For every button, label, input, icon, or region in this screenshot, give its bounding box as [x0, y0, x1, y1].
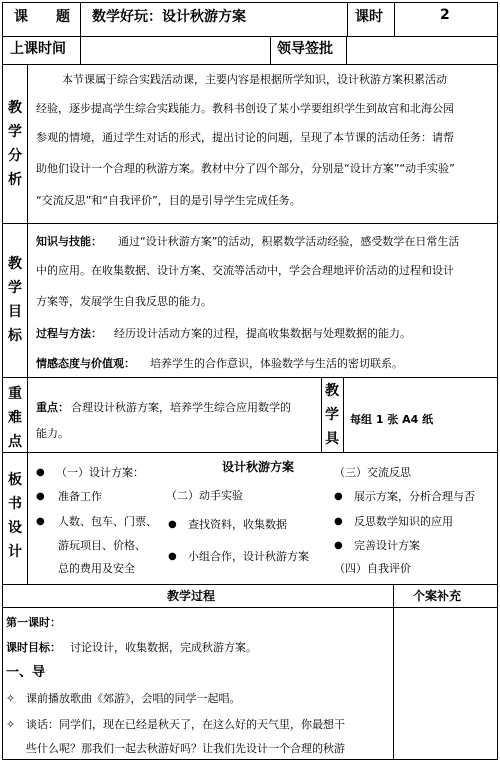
board-col2-item: 查找资料，收集数据	[188, 518, 287, 531]
hours-value: 2	[440, 7, 450, 23]
process-text: 经历设计活动方案的过程，提高收集数据与处理数据的能力。	[114, 327, 411, 340]
row-line	[2, 377, 498, 378]
sign-label: 领导签批	[277, 41, 333, 57]
knowledge-line: 中的应用。在收集数据、设计方案、交流等活动中，学会合理地评价活动的过程和设计	[36, 264, 454, 277]
bullet-icon: ●	[334, 491, 343, 502]
board-col3-item: 展示方案，分析合理与否	[354, 490, 475, 503]
bullet-icon: ●	[36, 467, 45, 478]
hours-label: 课时	[355, 9, 383, 25]
diamond-icon: ✧	[6, 718, 16, 731]
keypoints-line: 能力。	[36, 427, 69, 440]
board-col3-item: 反思数学知识的应用	[354, 515, 453, 528]
border-top	[2, 2, 498, 3]
col-line	[347, 2, 348, 36]
keypoints-title: 重点：	[36, 401, 69, 414]
col-line	[394, 2, 395, 36]
board-section-label: 板 书 设 计	[8, 472, 22, 560]
border-right	[497, 2, 498, 760]
board-col3-tail: （四）自我评价	[334, 562, 411, 575]
bullet-icon: ●	[168, 551, 177, 562]
col-line	[346, 36, 347, 64]
lesson-goal-text: 讨论设计，收集数据，完成秋游方案。	[70, 641, 257, 654]
tools-label: 教 学 具	[325, 383, 339, 447]
board-col1-item: 游玩项目、价格、	[58, 539, 146, 552]
analysis-line: 经验，逐步提高学生综合实践能力。教科书创设了某小学要组织学生到故宫和北海公园	[36, 102, 454, 115]
analysis-line: 本节课属于综合实践活动课，主要内容是根据所学知识，设计秋游方案积累活动	[62, 73, 447, 86]
side-head: 个案补充	[413, 589, 462, 603]
bullet-icon: ●	[334, 540, 343, 551]
row-line	[2, 64, 498, 65]
goals-section-label: 教 学 目 标	[8, 256, 22, 344]
border-bottom	[2, 759, 498, 760]
analysis-line: 助他们设计一个合理的秋游方案。教材中分了四个部分，分别是“设计方案”“动手实验”	[36, 162, 455, 175]
board-col3-head: （三）交流反思	[334, 466, 411, 479]
analysis-line: 参观的情境，通过学生对话的形式，提出讨论的问题，呈现了本节课的活动任务：请帮	[36, 131, 454, 144]
bullet-icon: ●	[36, 491, 45, 502]
col-line	[27, 64, 28, 584]
row-line	[2, 584, 498, 585]
bullet-icon: ●	[334, 516, 343, 527]
board-col1-item: 人数、包车、门票、	[58, 515, 157, 528]
board-col2-head: （二）动手实验	[166, 489, 243, 502]
emotion-text: 培养学生的合作意识，体验数学与生活的密切联系。	[150, 357, 403, 370]
col-line	[270, 36, 271, 64]
knowledge-line: 通过“设计秋游方案”的活动，积累数学活动经验，感受数学在日常生活	[118, 235, 460, 248]
emotion-title: 情感态度与价值观：	[36, 357, 135, 370]
analysis-line: “交流反思”和“自我评价”，目的是引导学生完成任务。	[36, 194, 301, 207]
keypoints-line: 合理设计秋游方案，培养学生综合应用数学的	[71, 401, 291, 414]
topic-value: 数学好玩：设计秋游方案	[92, 9, 246, 25]
board-col1-item: 总的费用及安全	[58, 562, 135, 575]
process-item-cont: 些什么呢？那我们一起去秋游好吗？让我们先设计一个合理的秋游	[26, 742, 345, 755]
process-title: 过程与方法：	[36, 327, 102, 340]
col-line	[80, 2, 81, 64]
lesson-label: 第一课时：	[6, 616, 61, 629]
col-line	[393, 584, 394, 760]
knowledge-line: 方案等，发展学生自我反思的能力。	[36, 295, 212, 308]
keypoints-section-label: 重 难 点	[8, 386, 22, 450]
board-col1-item: 准备工作	[58, 490, 102, 503]
date-label: 上课时间	[10, 41, 66, 57]
knowledge-title: 知识与技能：	[36, 235, 102, 248]
board-title: 设计秋游方案	[222, 460, 295, 474]
board-col1-head: （一）设计方案：	[56, 466, 144, 479]
topic-label: 课 题	[14, 9, 70, 25]
row-line	[2, 36, 498, 37]
row-line	[2, 607, 498, 608]
analysis-section-label: 教 学 分 析	[8, 100, 22, 188]
board-col3-item: 完善设计方案	[354, 539, 420, 552]
process-head: 教学过程	[167, 589, 216, 603]
bullet-icon: ●	[168, 519, 177, 530]
lesson-goal-title: 课时目标：	[6, 641, 61, 654]
process-item: 课前播放歌曲《郊游》，会唱的同学一起唱。	[26, 692, 241, 705]
row-line	[2, 452, 498, 453]
row-line	[2, 223, 498, 224]
bullet-icon: ●	[36, 516, 45, 527]
tools-value: 每组 1 张 A4 纸	[350, 413, 434, 426]
board-col2-item: 小组合作，设计秋游方案	[188, 550, 309, 563]
diamond-icon: ✧	[6, 692, 16, 705]
process-item: 谈话：同学们，现在已经是秋天了，在这么好的天气里，你最想干	[26, 718, 345, 731]
section-title: 一、导	[6, 665, 46, 680]
